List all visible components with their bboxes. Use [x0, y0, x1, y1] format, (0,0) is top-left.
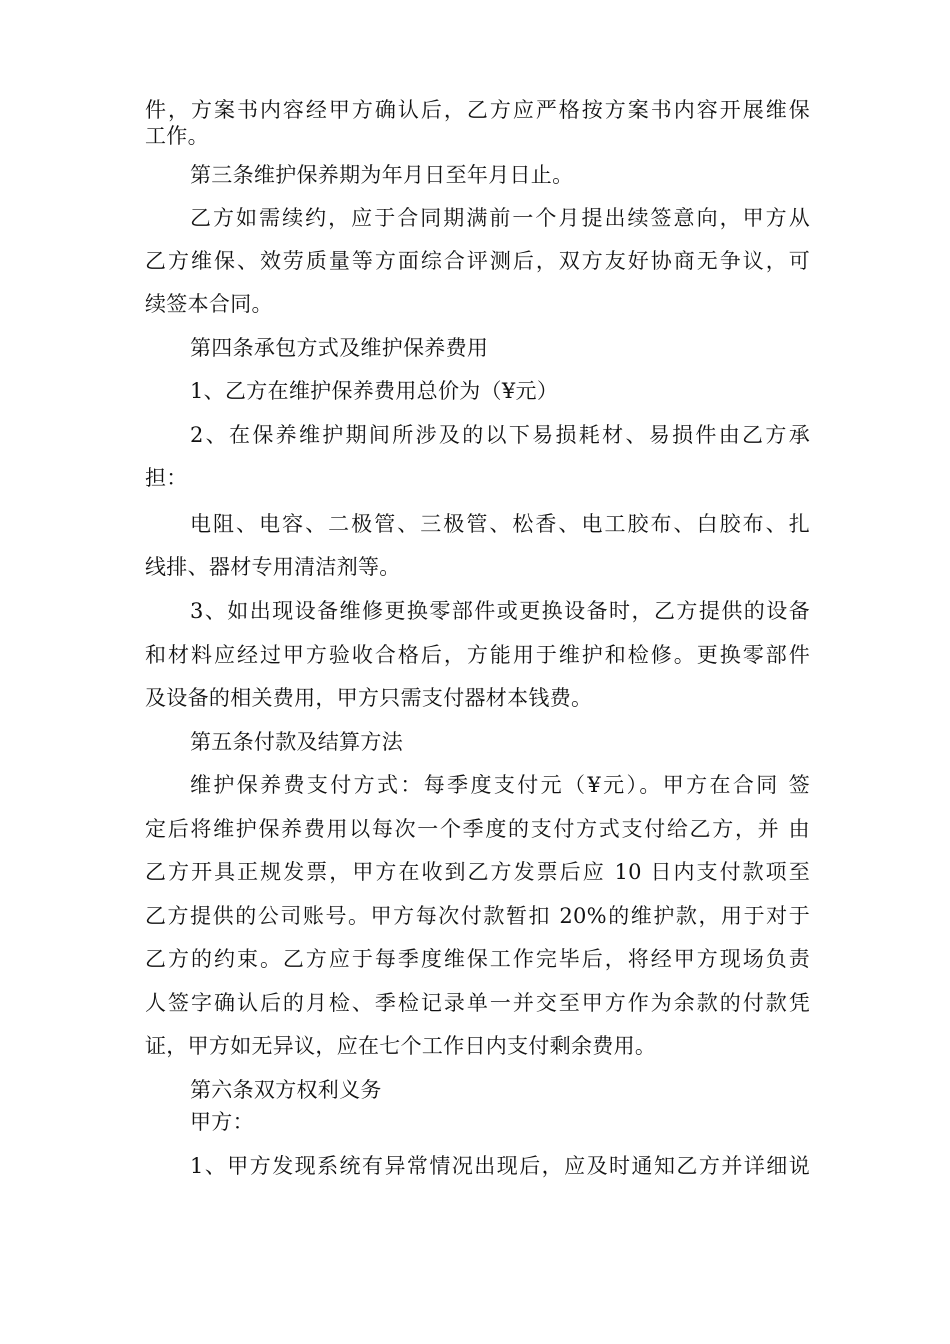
text-line: 担： — [145, 466, 188, 490]
text-line: 3、如出现设备维修更换零部件或更换设备时，乙方提供的设备 — [190, 599, 810, 623]
text-line: 乙方开具正规发票，甲方在收到乙方发票后应 10 日内支付款项至 — [145, 860, 810, 884]
section-heading: 第四条承包方式及维护保养费用 — [190, 336, 489, 360]
text-line: 和材料应经过甲方验收合格后，方能用于维护和检修。更换零部件 — [145, 643, 810, 667]
text-line: 第三条维护保养期为年月日至年月日止。 — [190, 163, 574, 187]
text-line: 2、在保养维护期间所涉及的以下易损耗材、易损件由乙方承 — [190, 423, 810, 447]
section-heading: 第五条付款及结算方法 — [190, 730, 403, 754]
text-line: 维护保养费支付方式：每季度支付元（¥元）。甲方在合同 签 — [190, 773, 810, 797]
text-line: 件，方案书内容经甲方确认后，乙方应严格按方案书内容开展维保 — [145, 98, 810, 122]
text-line: 乙方维保、效劳质量等方面综合评测后，双方友好协商无争议，可 — [145, 249, 810, 273]
text-line: 及设备的相关费用，甲方只需支付器材本钱费。 — [145, 686, 593, 710]
text-line: 工作。 — [145, 124, 209, 148]
text-line: 1、乙方在维护保养费用总价为（¥元） — [190, 379, 559, 403]
text-line: 甲方： — [190, 1110, 254, 1134]
text-line: 线排、器材专用清洁剂等。 — [145, 555, 401, 579]
text-line: 1、甲方发现系统有异常情况出现后，应及时通知乙方并详细说 — [190, 1154, 810, 1178]
text-line: 续签本合同。 — [145, 292, 273, 316]
text-line: 电阻、电容、二极管、三极管、松香、电工胶布、白胶布、扎 — [190, 512, 810, 536]
text-line: 乙方如需续约，应于合同期满前一个月提出续签意向，甲方从 — [190, 206, 810, 230]
text-line: 定后将维护保养费用以每次一个季度的支付方式支付给乙方，并 由 — [145, 817, 810, 841]
text-line: 人签字确认后的月检、季检记录单一并交至甲方作为余款的付款凭 — [145, 991, 810, 1015]
text-line: 乙方提供的公司账号。甲方每次付款暂扣 20%的维护款，用于对于 — [145, 904, 810, 928]
section-heading: 第六条双方权利义务 — [190, 1078, 382, 1102]
text-line: 证，甲方如无异议，应在七个工作日内支付剩余费用。 — [145, 1034, 657, 1058]
text-line: 乙方的约束。乙方应于每季度维保工作完毕后，将经甲方现场负责 — [145, 947, 810, 971]
